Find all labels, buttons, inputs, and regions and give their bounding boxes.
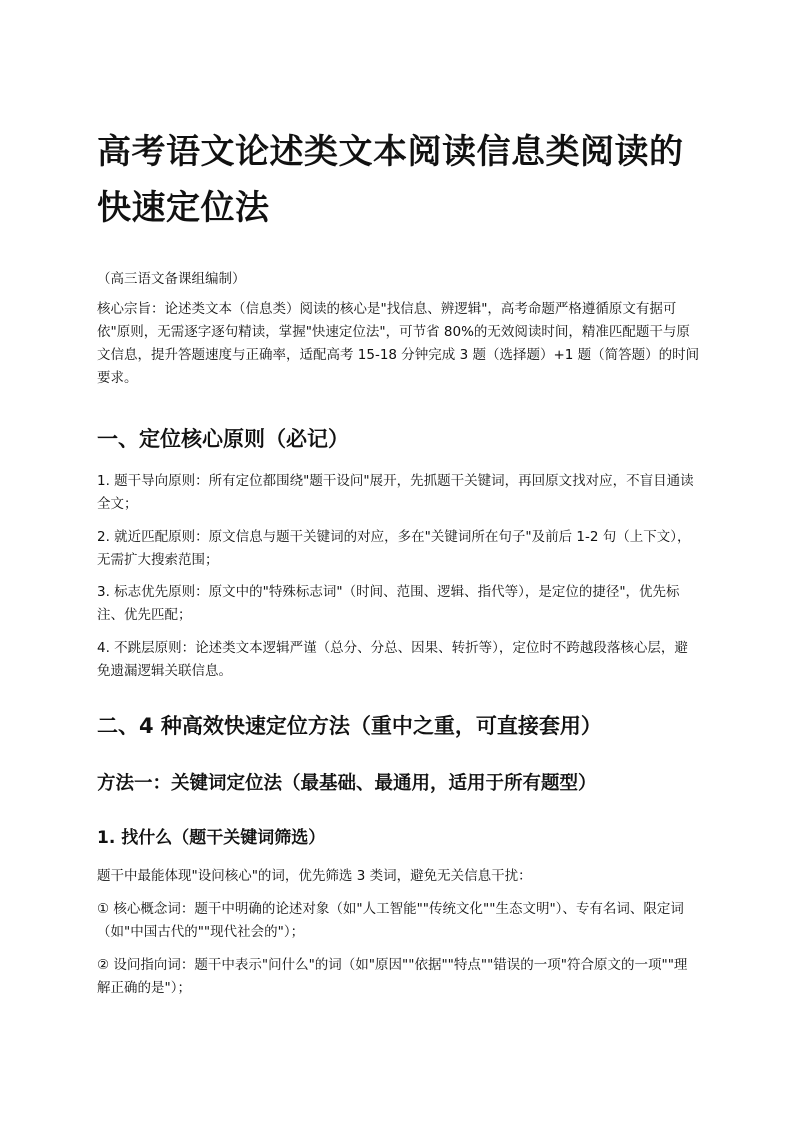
principle-item-4: 4. 不跳层原则：论述类文本逻辑严谨（总分、分总、因果、转折等），定位时不跨越段落核心层，避免遗漏逻辑关联信息。 — [97, 640, 688, 679]
sub1-heading: 1. 找什么（题干关键词筛选） — [97, 828, 326, 848]
principle-item-1: 1. 题干导向原则：所有定位都围绕"题干设问"展开，先抓题干关键词，再回原文找对应，不盲目通读全文； — [97, 473, 694, 512]
section2-heading: 二、4 种高效快速定位方法（重中之重，可直接套用） — [97, 714, 602, 738]
document-title: 高考语文论述类文本阅读信息类阅读的快速定位法 — [97, 132, 684, 228]
sub1-lead: 题干中最能体现"设问核心"的词，优先筛选 3 类词，避免无关信息干扰： — [97, 868, 532, 884]
sub1-item-2: ② 设问指向词：题干中表示"问什么"的词（如"原因""依据""特点""错误的一项"符合原文的一项""理解正确的是"）； — [97, 957, 688, 996]
section1-heading: 一、定位核心原则（必记） — [97, 427, 349, 451]
sub1-item-1: ① 核心概念词：题干中明确的论述对象（如"人工智能""传统文化""生态文明"）、专有名词、限定词（如"中国古代的""现代社会的"）； — [97, 901, 684, 940]
byline: （高三语文备课组编制） — [97, 271, 246, 287]
principle-item-3: 3. 标志优先原则：原文中的"特殊标志词"（时间、范围、逻辑、指代等），是定位的捷径"，优先标注、优先匹配； — [97, 584, 680, 623]
principle-item-2: 2. 就近匹配原则：原文信息与题干关键词的对应，多在"关键词所在句子"及前后 1-2 句（上下文），无需扩大搜索范围； — [97, 529, 691, 568]
intro-paragraph: 核心宗旨：论述类文本（信息类）阅读的核心是"找信息、辨逻辑"，高考命题严格遵循原文有据可依"原则，无需逐字逐句精读，掌握"快速定位法"，可节省 80%的无效阅读时间，精准匹配题干与原文信息，提升答题速度与正确率，适配高考 15-18 分钟完成 3 题（选择题）+1 题（简答题）的时间要求。 — [97, 301, 700, 386]
method1-heading: 方法一：关键词定位法（最基础、最通用，适用于所有题型） — [97, 773, 597, 794]
